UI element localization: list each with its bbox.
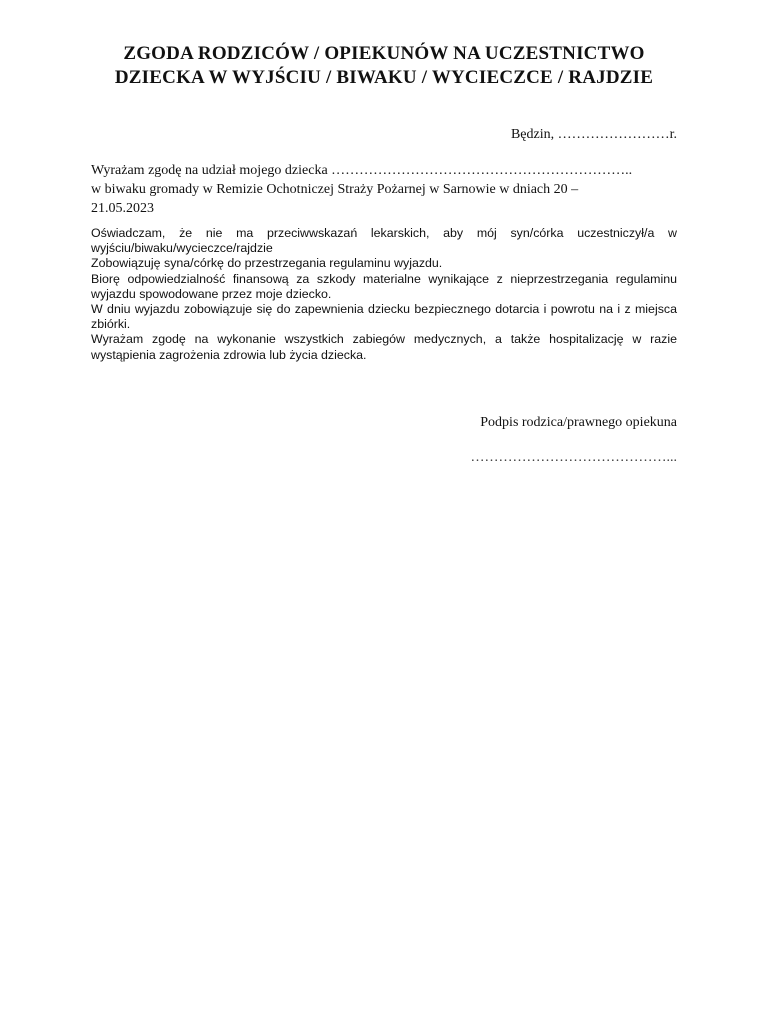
consent-line-3: 21.05.2023 bbox=[91, 201, 154, 216]
statement-medical: Oświadczam, że nie ma przeciwwskazań lekarskich, aby mój syn/córka uczestniczył/a w wyjściu/biwaku/wycieczce/rajdzie bbox=[91, 226, 677, 256]
statement-rules: Zobowiązuję syna/córkę do przestrzegania regulaminu wyjazdu. bbox=[91, 256, 443, 271]
title-line-2: DZIECKA W WYJŚCIU / BIWAKU / WYCIECZCE / RAJDZIE bbox=[114, 67, 654, 88]
place-date: Będzin, ……………………r. bbox=[510, 127, 677, 142]
document-title bbox=[60, 42, 708, 90]
signature-line: ……………………………………... bbox=[470, 450, 677, 465]
title-line-1: ZGODA RODZICÓW / OPIEKUNÓW NA UCZESTNICTWO bbox=[123, 43, 645, 64]
statement-medical-consent: Wyrażam zgodę na wykonanie wszystkich zabiegów medycznych, a także hospitalizację w razie wystąpienia zagrożenia zdrowia lub życia dziecka. bbox=[91, 332, 677, 362]
consent-paragraph bbox=[91, 161, 677, 218]
consent-line-1: Wyrażam zgodę na udział mojego dziecka ……………………………………………………….. bbox=[91, 163, 633, 178]
signature-label: Podpis rodzica/prawnego opiekuna bbox=[480, 415, 677, 430]
statement-transport: W dniu wyjazdu zobowiązuje się do zapewnienia dziecku bezpiecznego dotarcia i powrotu na i z miejsca zbiórki. bbox=[91, 302, 677, 332]
statements-block bbox=[91, 226, 677, 363]
statement-liability: Biorę odpowiedzialność finansową za szkody materialne wynikające z nieprzestrzegania regulaminu wyjazdu spowodowane przez moje dziecko. bbox=[91, 271, 677, 301]
consent-line-2: w biwaku gromady w Remizie Ochotniczej Straży Pożarnej w Sarnowie w dniach 20 – bbox=[91, 182, 579, 197]
